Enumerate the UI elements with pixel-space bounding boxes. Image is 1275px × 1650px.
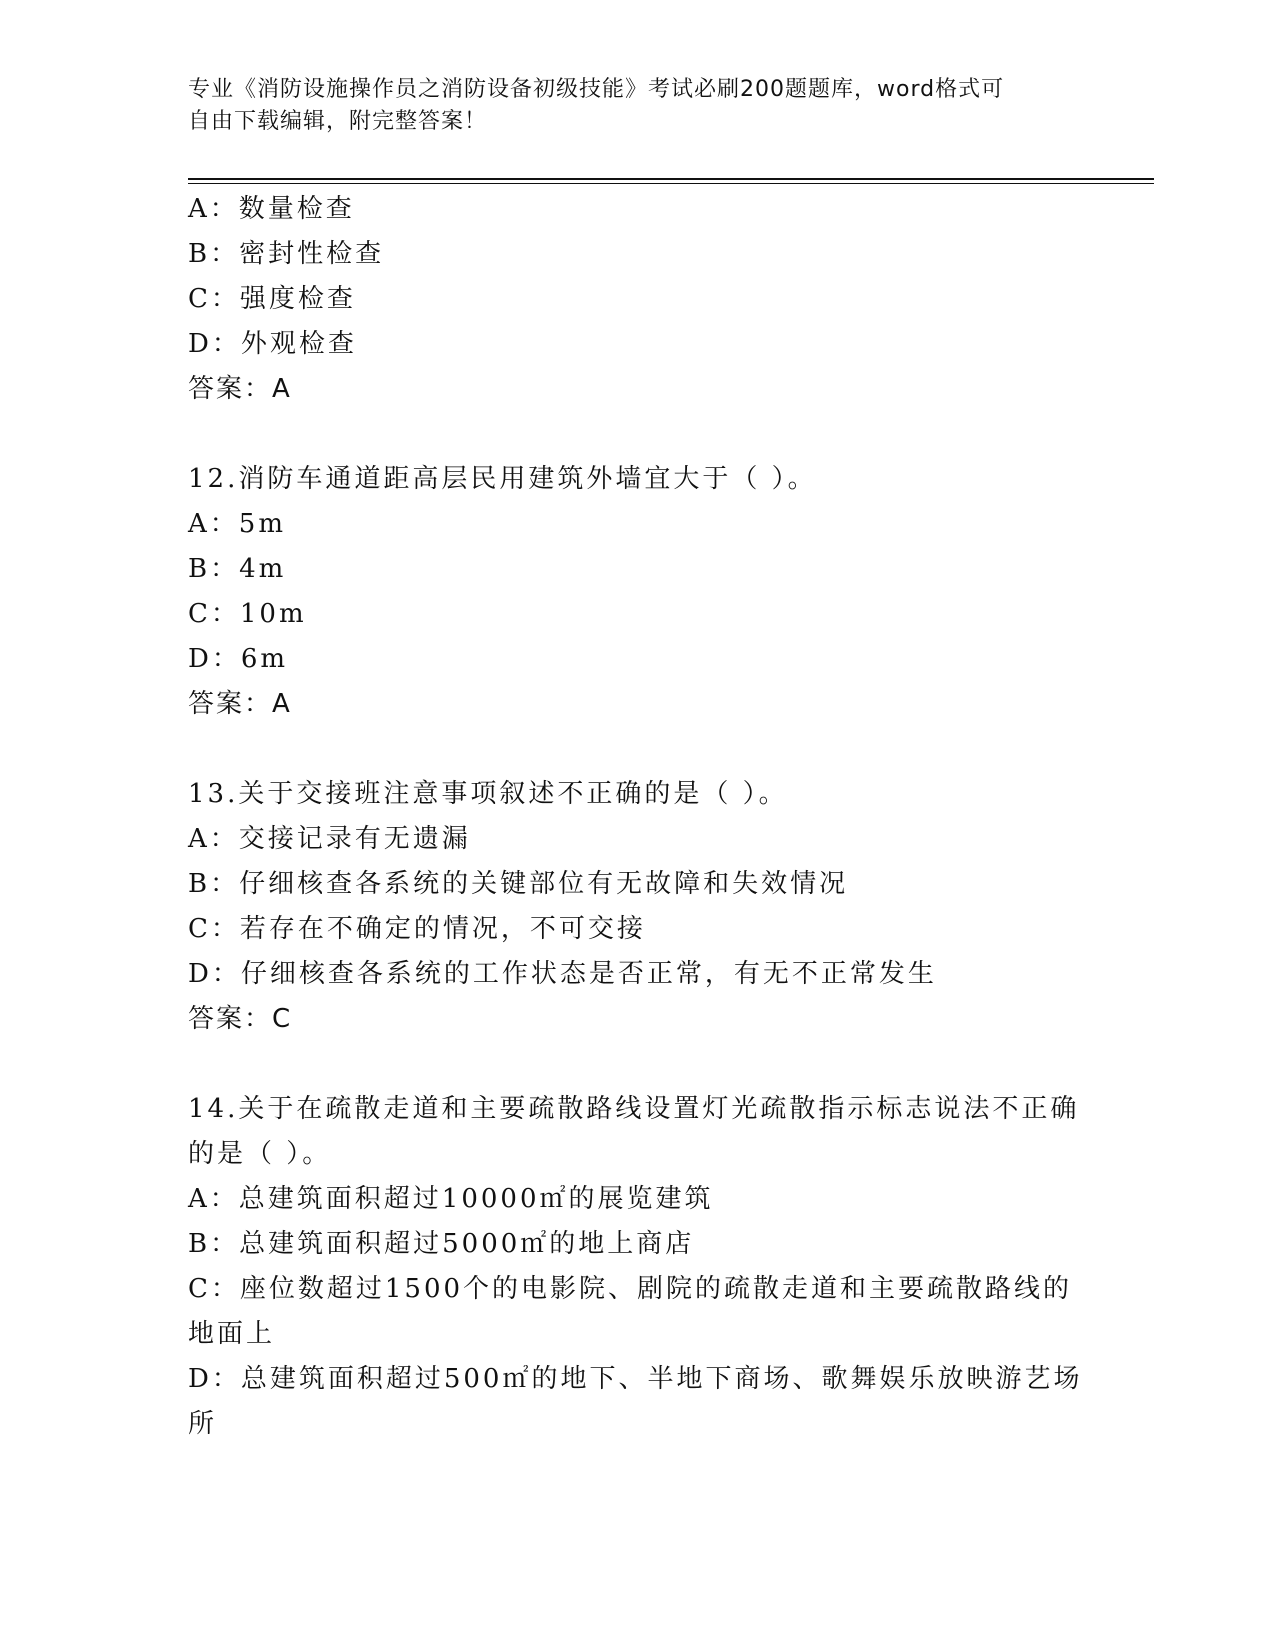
q14-option-c-line-2: 地面上 [188, 1319, 276, 1349]
q11-option-c: C：强度检查 [188, 284, 356, 314]
q12-option-b: B：4m [188, 554, 287, 584]
header-divider-thin [188, 183, 1154, 184]
q13-option-a: A：交接记录有无遗漏 [188, 824, 471, 854]
q14-option-d-line-1: D：总建筑面积超过500㎡的地下、半地下商场、歌舞娱乐放映游艺场 [188, 1364, 1083, 1394]
q12-option-d: D：6m [188, 644, 289, 674]
q13-option-d: D：仔细核查各系统的工作状态是否正常，有无不正常发生 [188, 959, 937, 989]
q13-stem: 13.关于交接班注意事项叙述不正确的是（ ）。 [188, 779, 788, 809]
q11-option-a: A：数量检查 [188, 194, 355, 224]
q14-option-c-line-1: C：座位数超过1500个的电影院、剧院的疏散走道和主要疏散路线的 [188, 1274, 1073, 1304]
q14-stem-line-2: 的是（ ）。 [188, 1139, 332, 1169]
q11-option-b: B：密封性检查 [188, 239, 385, 269]
q13-answer: 答案：C [188, 1004, 293, 1034]
header-divider-thick [188, 178, 1154, 180]
q12-answer: 答案：A [188, 689, 292, 719]
header-line-1: 专业《消防设施操作员之消防设备初级技能》考试必刷200题题库，word格式可 [188, 77, 1005, 102]
q11-answer: 答案：A [188, 374, 292, 404]
q11-option-d: D：外观检查 [188, 329, 357, 359]
q13-option-b: B：仔细核查各系统的关键部位有无故障和失效情况 [188, 869, 849, 899]
q13-option-c: C：若存在不确定的情况，不可交接 [188, 914, 646, 944]
q14-option-a: A：总建筑面积超过10000㎡的展览建筑 [188, 1184, 714, 1214]
q12-option-c: C：10m [188, 599, 307, 629]
q14-option-b: B：总建筑面积超过5000㎡的地上商店 [188, 1229, 695, 1259]
header-line-2: 自由下载编辑，附完整答案！ [188, 109, 488, 134]
q12-stem: 12.消防车通道距高层民用建筑外墙宜大于（ ）。 [188, 464, 817, 494]
q14-stem-line-1: 14.关于在疏散走道和主要疏散路线设置灯光疏散指示标志说法不正确 [188, 1094, 1080, 1124]
q12-option-a: A：5m [188, 509, 286, 539]
q14-option-d-line-2: 所 [188, 1409, 218, 1439]
document-header [188, 74, 1068, 138]
